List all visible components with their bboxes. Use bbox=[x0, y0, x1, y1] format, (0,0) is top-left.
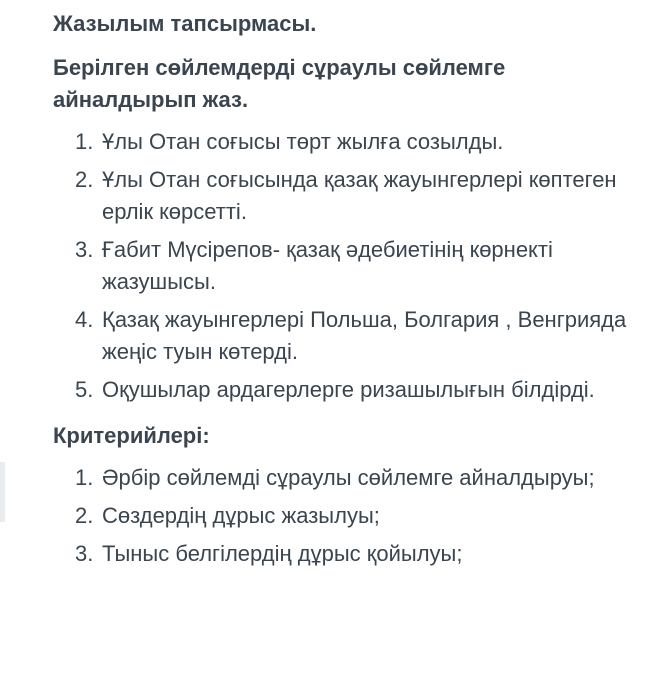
list-item bbox=[53, 164, 653, 228]
item-text: Оқушылар ардагерлерге ризашылығын білдірді. bbox=[102, 377, 595, 402]
assignment-content bbox=[53, 8, 653, 576]
item-number: 2. bbox=[75, 167, 94, 192]
item-text: Сөздердің дұрыс жазылуы; bbox=[102, 503, 380, 528]
item-text: Ғабит Мүсірепов- қазақ әдебиетінің көрнекті жазушысы. bbox=[102, 237, 553, 294]
criteria-title: Критерийлері: bbox=[53, 423, 210, 448]
instruction-text: Берілген сөйлемдерді сұраулы сөйлемге айналдырып жаз. bbox=[53, 55, 506, 112]
list-item bbox=[53, 374, 653, 406]
criteria-list bbox=[53, 462, 653, 570]
list-item bbox=[53, 500, 653, 532]
task-title: Жазылым тапсырмасы. bbox=[53, 11, 317, 36]
list-item bbox=[53, 126, 653, 158]
list-item bbox=[53, 234, 653, 298]
list-item bbox=[53, 462, 653, 494]
item-number: 2. bbox=[75, 503, 94, 528]
item-text: Тыныс белгілердің дұрыс қойылуы; bbox=[102, 541, 463, 566]
list-item bbox=[53, 538, 653, 570]
item-text: Ұлы Отан соғысы төрт жылға созылды. bbox=[102, 129, 504, 154]
item-number: 3. bbox=[75, 541, 94, 566]
item-number: 4. bbox=[75, 307, 94, 332]
item-text: Әрбір сөйлемді сұраулы сөйлемге айналдыруы; bbox=[102, 465, 595, 490]
sentence-list bbox=[53, 126, 653, 406]
item-text: Қазақ жауынгерлері Польша, Болгария , Венгрияда жеңіс туын көтерді. bbox=[102, 307, 627, 364]
item-number: 5. bbox=[75, 377, 94, 402]
item-text: Ұлы Отан соғысында қазақ жауынгерлері көптеген ерлік көрсетті. bbox=[102, 167, 617, 224]
item-number: 3. bbox=[75, 237, 94, 262]
left-edge-marker bbox=[0, 462, 5, 522]
item-number: 1. bbox=[75, 465, 94, 490]
list-item bbox=[53, 304, 653, 368]
item-number: 1. bbox=[75, 129, 94, 154]
